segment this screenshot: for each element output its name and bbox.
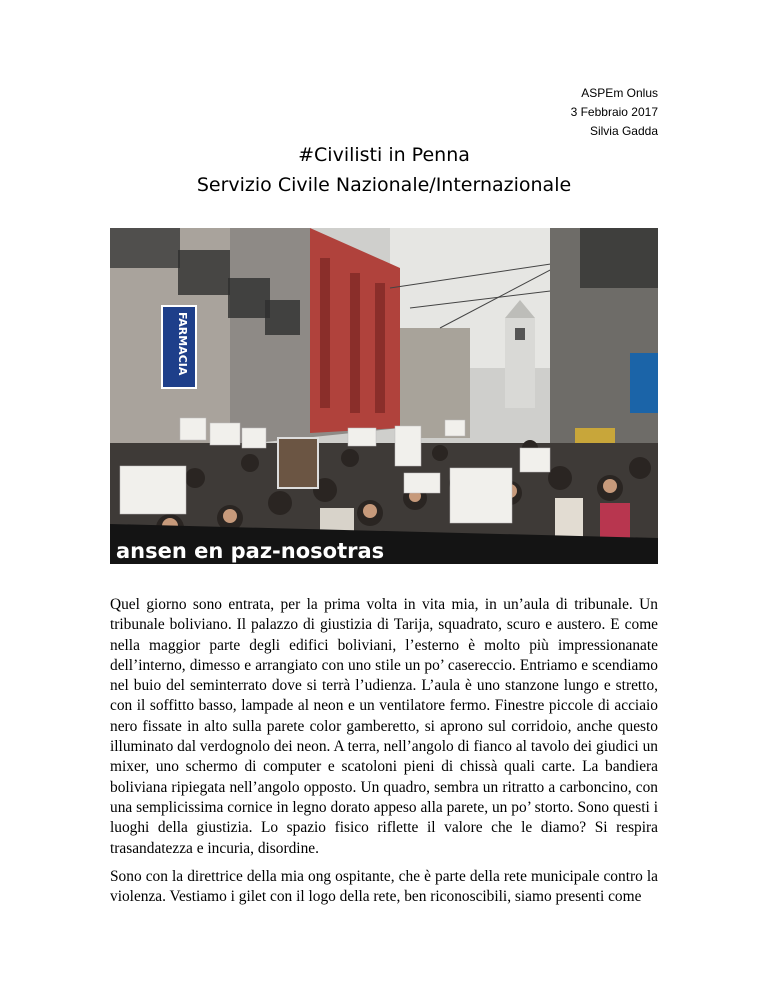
pharmacy-sign: FARMACIA — [176, 312, 189, 376]
document-header — [571, 84, 658, 141]
document-date: 3 Febbraio 2017 — [570, 105, 658, 119]
author-name: Silvia Gadda — [589, 124, 658, 138]
title-line-2: Servizio Civile Nazionale/Internazionale — [196, 174, 572, 196]
banner-text: ansen en paz-nosotras — [116, 539, 385, 563]
paragraph: Quel giorno sono entrata, per la prima volta in vita mia, in un’aula di tribunale. Un tribunale boliviano. Il palazzo di giustizia di Tarija, squadrato, scuro e austero. E come nella maggior parte degli edifici boliviani, l’esterno è molto più impressionanate dell’interno, dimesso e arrangiato con uno stile un po’ casereccio. Entriamo e scendiamo nel buio del seminterrato dove si terrà l’udienza. L’aula è uno stanzone lungo e stretto, con il soffitto basso, lampade al neon e un ventilatore fermo. Finestre piccole di acciaio nero fissate in alto sulla parete color gamberetto, si aprono sul corridoio, anche questo illuminato dal verdognolo dei neon. A terra, nell’angolo di fianco al tavolo dei giudici un mixer, uno schermo di computer e scatoloni pieni di chissà quali carte. La bandiera boliviana ripiegata nell’angolo opposto. Un quadro, sembra un ritratto a carboncino, con una semplicissima cornice in legno dorato appeso alla parete, un po’ storto. Sono questi i luoghi della giustizia. Lo spazio fisico riflette il valore che le diamo? Si respira trasandatezza e incuria, disordine. — [110, 596, 658, 857]
document-title — [0, 140, 768, 200]
street-march-photo — [110, 228, 658, 564]
paragraph: Sono con la direttrice della mia ong ospitante, che è parte della rete municipale contro la violenza. Vestiamo i gilet con il logo della rete, ben riconoscibili, siamo presenti come — [110, 867, 658, 906]
article-body — [110, 595, 658, 915]
title-line-1: #Civilisti in Penna — [298, 144, 470, 166]
organization-name: ASPEm Onlus — [581, 86, 658, 100]
